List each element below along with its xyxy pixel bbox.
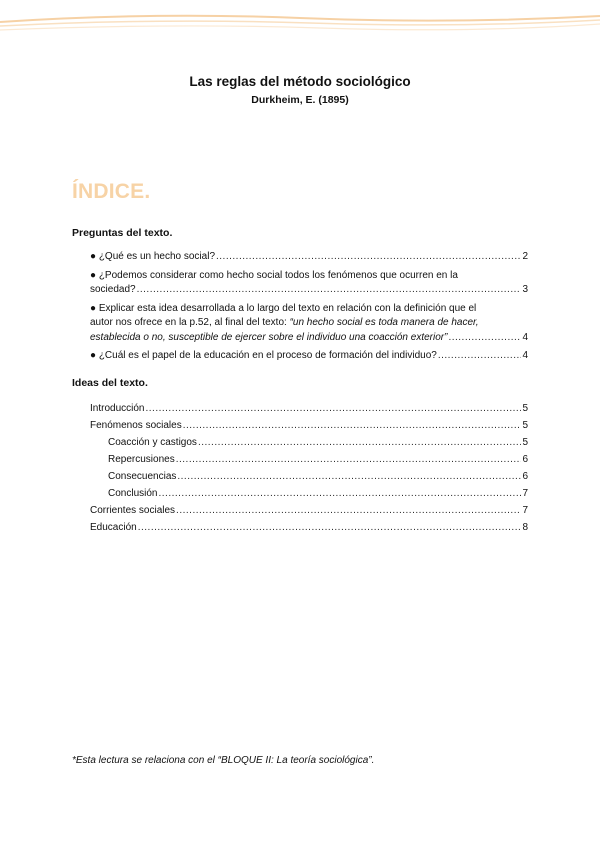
dot-leader [177, 468, 521, 485]
toc-entry-introduccion[interactable] [90, 400, 528, 417]
page-number: 6 [522, 471, 528, 482]
page-number: 3 [522, 284, 528, 295]
question-text: autor nos ofrece en la p.52, al final del texto: [90, 317, 290, 328]
dot-leader [176, 451, 522, 468]
toc-entry-coaccion-y-castigos[interactable] [90, 434, 528, 451]
page-number: 4 [522, 331, 528, 343]
toc-label: Corrientes sociales [90, 505, 176, 516]
ideas-section-title: Ideas del texto. [72, 377, 148, 389]
dot-leader [198, 434, 522, 451]
toc-label: Educación [90, 522, 137, 533]
footer-note: *Esta lectura se relaciona con el “BLOQUE II: La teoría sociológica”. [72, 755, 375, 766]
toc-label: Conclusión [108, 488, 158, 499]
page-number: 8 [522, 522, 528, 533]
toc-label: Coacción y castigos [108, 437, 197, 448]
dot-leader [138, 519, 522, 536]
toc-label: Consecuencias [108, 471, 177, 482]
document-title: Las reglas del método sociológico [189, 74, 411, 89]
question-text: ● ¿Qué es un hecho social? [90, 251, 215, 262]
toc-label: Introducción [90, 403, 145, 414]
question-text: ● ¿Podemos considerar como hecho social todos los fenómenos que ocurren en la [90, 269, 458, 281]
page-number: 7 [522, 488, 528, 499]
dot-leader [145, 400, 521, 417]
questions-list [90, 250, 528, 368]
question-text: sociedad? [90, 284, 136, 295]
toc-label: Fenómenos sociales [90, 420, 182, 431]
question-item[interactable] [90, 250, 528, 265]
dot-leader [137, 283, 522, 298]
toc-entry-educacion[interactable] [90, 519, 528, 536]
page-number: 4 [522, 350, 528, 361]
document-author: Durkheim, E. (1895) [251, 94, 349, 106]
header-wave-2 [0, 20, 600, 26]
dot-leader [183, 417, 522, 434]
toc-entry-consecuencias[interactable] [90, 468, 528, 485]
header-wave-1 [0, 16, 600, 22]
toc-label: Repercusiones [108, 454, 175, 465]
page-number: 5 [522, 420, 528, 431]
page-number: 5 [522, 437, 528, 448]
index-heading: ÍNDICE. [72, 180, 151, 203]
question-item[interactable] [90, 349, 528, 364]
dot-leader [176, 502, 521, 519]
page-number: 2 [522, 251, 528, 262]
toc-entry-conclusion[interactable] [90, 485, 528, 502]
question-quote: “un hecho social es toda manera de hacer, [289, 317, 479, 328]
question-text: ● Explicar esta idea desarrollada a lo largo del texto en relación con la definición que el [90, 302, 477, 314]
question-item[interactable] [90, 269, 528, 298]
page-number: 7 [522, 505, 528, 516]
toc-entry-corrientes-sociales[interactable] [90, 502, 528, 519]
header-wave-3 [0, 24, 600, 30]
toc-entry-fenomenos-sociales[interactable] [90, 417, 528, 434]
question-text: ● ¿Cuál es el papel de la educación en el proceso de formación del individuo? [90, 350, 437, 361]
questions-section-title: Preguntas del texto. [72, 227, 173, 239]
dot-leader [158, 485, 521, 502]
question-quote: establecida o no, susceptible de ejercer sobre el individuo una coacción exterior” [90, 331, 448, 343]
dot-leader [216, 250, 521, 265]
dot-leader [438, 349, 522, 364]
page-number: 6 [522, 454, 528, 465]
dot-leader [448, 331, 521, 346]
toc-entry-repercusiones[interactable] [90, 451, 528, 468]
ideas-list [90, 400, 528, 536]
question-item[interactable] [90, 302, 528, 346]
header-decoration [0, 0, 600, 40]
page-number: 5 [522, 403, 528, 414]
